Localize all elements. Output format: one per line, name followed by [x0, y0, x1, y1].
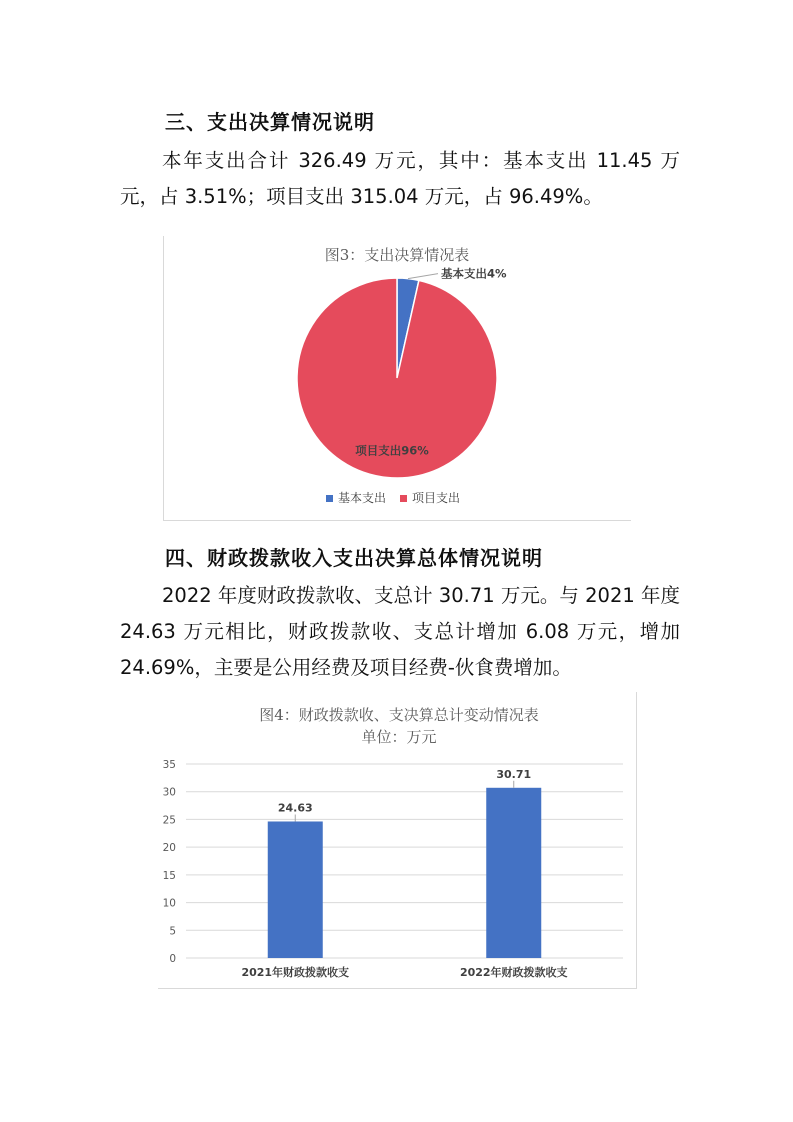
- y-tick-label-6: 30: [162, 786, 176, 799]
- section-4-paragraph: 2022 年度财政拨款收、支总计 30.71 万元。与 2021 年度 24.63 万元相比，财政拨款收、支总计增加 6.08 万元，增加 24.69%，主要是公用经费及项目经费-伙食费增加。: [120, 584, 680, 679]
- y-tick-label-3: 15: [162, 869, 176, 882]
- bar-data-label-2: 30.71: [496, 767, 532, 781]
- y-tick-label-2: 10: [162, 897, 176, 910]
- y-tick-label-0: 0: [169, 953, 176, 965]
- y-tick-label-5: 25: [162, 814, 176, 827]
- pie-chart-container: [163, 236, 631, 521]
- x-category-label-1: 2021年财政拨款收支: [241, 966, 350, 979]
- bar-chart-subtitle: 单位：万元: [361, 728, 437, 746]
- bar-chart: [158, 692, 636, 988]
- legend-swatch-2: [400, 495, 407, 502]
- y-tick-label-1: 5: [169, 925, 176, 938]
- legend-swatch-1: [326, 495, 333, 502]
- pie-leader-line: [408, 274, 438, 279]
- section-4-heading: 四、财政拨款收入支出决算总体情况说明: [165, 546, 543, 570]
- pie-data-label-2: 项目支出96%: [355, 443, 429, 458]
- y-tick-label-7: 35: [162, 759, 176, 771]
- legend-label-1: 基本支出: [338, 491, 387, 505]
- pie-chart: [164, 236, 631, 520]
- pie-data-label-1: 基本支出4%: [441, 266, 507, 281]
- section-3-heading: 三、支出决算情况说明: [165, 110, 375, 134]
- x-category-label-2: 2022年财政拨款收支: [459, 966, 568, 979]
- bar-2: [486, 788, 541, 958]
- bar-chart-container: [158, 692, 637, 989]
- section-3-paragraph: 本年支出合计 326.49 万元，其中：基本支出 11.45 万元，占 3.51%；项目支出 315.04 万元，占 96.49%。: [120, 149, 680, 208]
- pie-chart-title: 图3：支出决算情况表: [324, 246, 470, 264]
- bar-1: [268, 821, 323, 958]
- bar-data-label-1: 24.63: [277, 801, 313, 815]
- bar-chart-title: 图4：财政拨款收、支决算总计变动情况表: [259, 706, 539, 724]
- legend-label-2: 项目支出: [412, 491, 461, 505]
- y-tick-label-4: 20: [162, 842, 176, 855]
